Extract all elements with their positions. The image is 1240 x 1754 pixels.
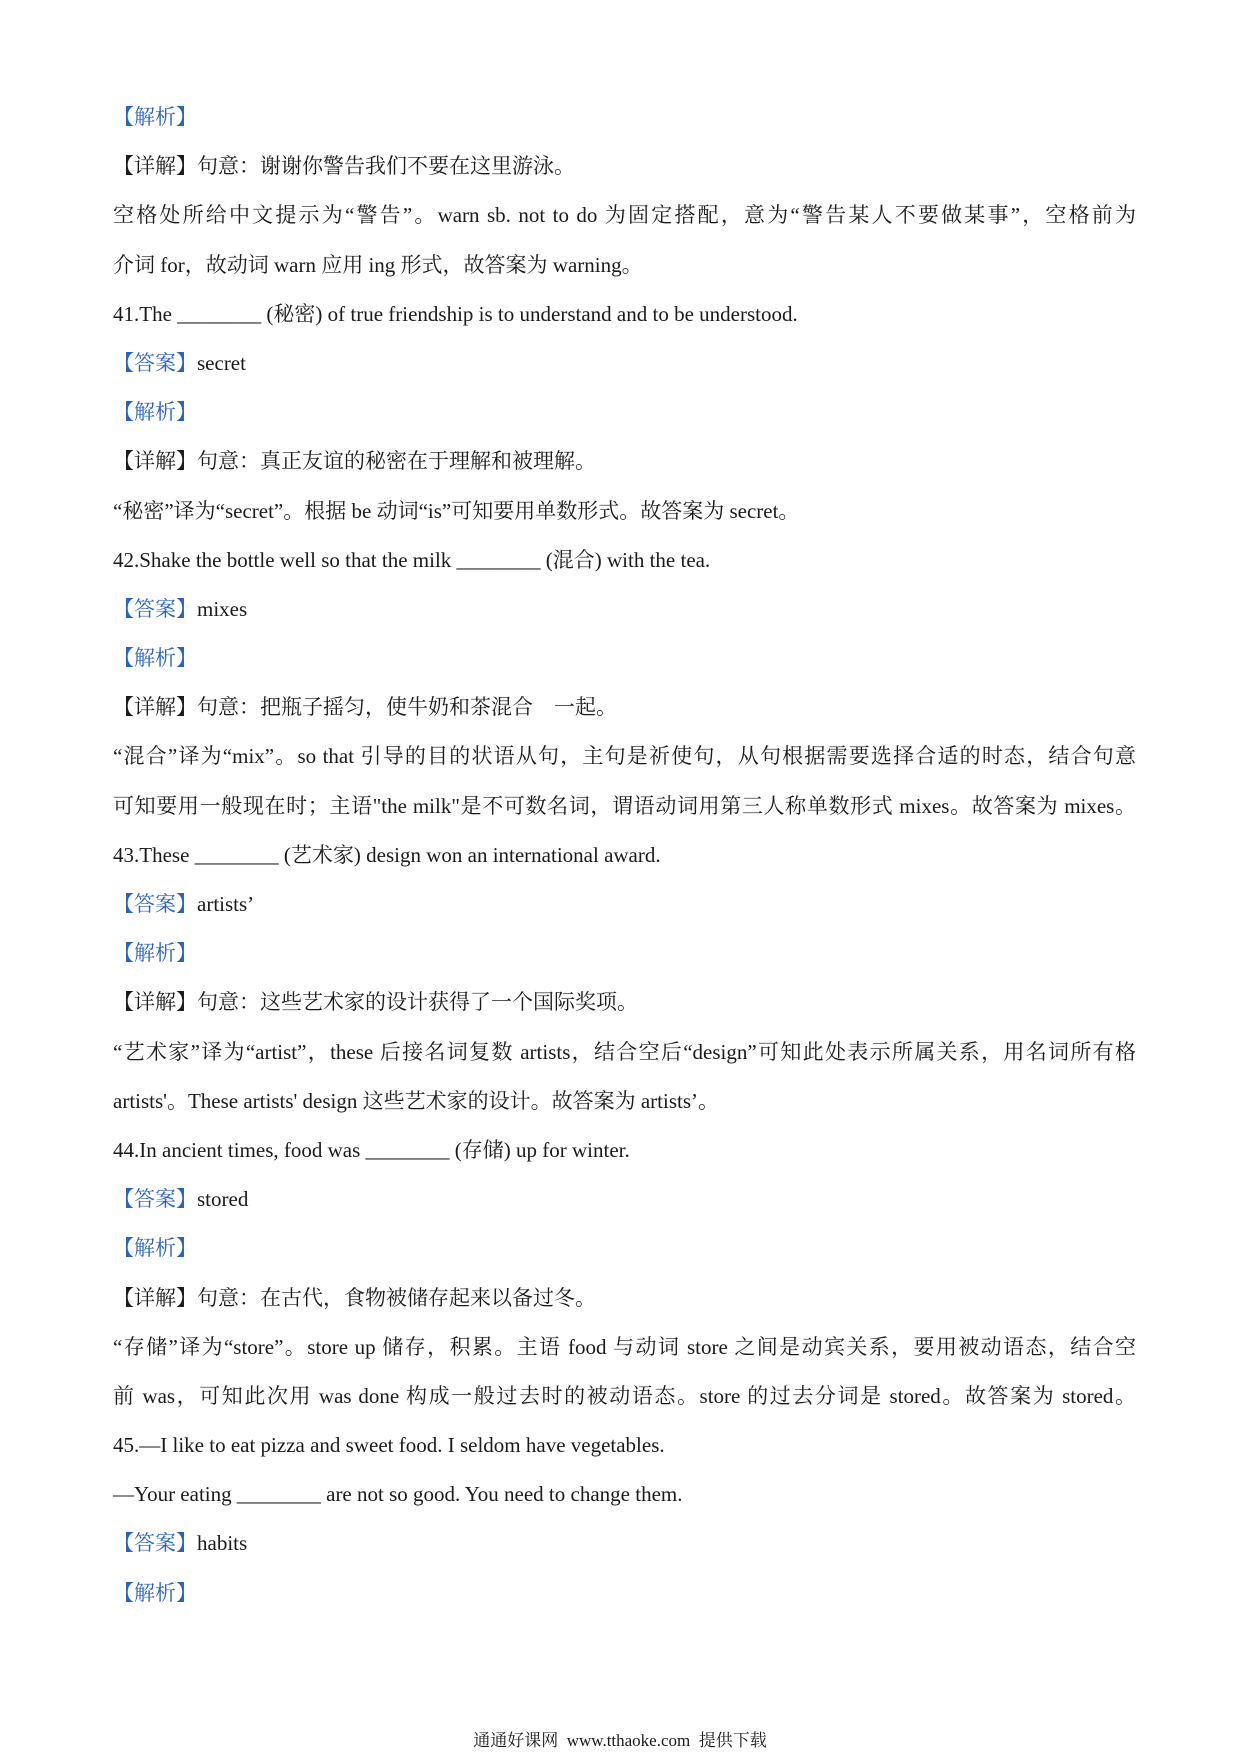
analysis-label: 【解析】 <box>113 1580 197 1605</box>
analysis-heading <box>113 634 1136 683</box>
detail-label: 【详解】 <box>113 449 197 474</box>
question-42: 42.Shake the bottle well so that the milk ________ (混合) with the tea. <box>113 547 711 572</box>
detail-line <box>113 978 1136 1027</box>
explanation-line: “混合”译为“mix”。so that 引导的目的状语从句，主句是祈使句，从句根据需要选择合适的时态，结合句意 <box>113 744 1136 769</box>
detail-line <box>113 683 1136 732</box>
detail-label: 【详解】 <box>113 990 197 1015</box>
detail-text: 句意：这些艺术家的设计获得了一个国际奖项。 <box>197 990 638 1015</box>
explanation-line: 空格处所给中文提示为“警告”。warn sb. not to do 为固定搭配，意为“警告某人不要做某事”，空格前为 <box>113 203 1136 228</box>
answer-text: stored <box>197 1187 249 1212</box>
explanation-line: 前 was，可知此次用 was done 构成一般过去时的被动语态。store 的过去分词是 stored。故答案为 stored。 <box>113 1383 1136 1408</box>
explanation-line: “秘密”译为“secret”。根据 be 动词“is”可知要用单数形式。故答案为 secret。 <box>113 498 800 523</box>
question-44: 44.In ancient times, food was ________ (存储) up for winter. <box>113 1137 630 1162</box>
analysis-label: 【解析】 <box>113 400 197 425</box>
explanation-line: artists'。These artists' design 这些艺术家的设计。故答案为 artists’。 <box>113 1088 720 1113</box>
detail-line <box>113 1274 1136 1323</box>
analysis-label: 【解析】 <box>113 1236 197 1261</box>
document-body <box>113 93 1136 1618</box>
detail-label: 【详解】 <box>113 154 197 179</box>
question-43: 43.These ________ (艺术家) design won an international award. <box>113 842 661 867</box>
answer-text: secret <box>197 350 246 375</box>
detail-text: 句意：把瓶子摇匀，使牛奶和茶混合 一起。 <box>197 695 617 720</box>
analysis-label: 【解析】 <box>113 105 197 129</box>
detail-label: 【详解】 <box>113 1285 197 1310</box>
analysis-heading <box>113 1569 1136 1618</box>
analysis-heading <box>113 929 1136 978</box>
explanation-line: “艺术家”译为“artist”，these 后接名词复数 artists，结合空后“design”可知此处表示所属关系，用名词所有格 <box>113 1039 1136 1064</box>
analysis-heading <box>113 1224 1136 1273</box>
page-footer: 通通好课网 www.tthaoke.com 提供下载 <box>473 1731 767 1750</box>
analysis-heading <box>113 388 1136 437</box>
detail-text: 句意：在古代，食物被储存起来以备过冬。 <box>197 1285 596 1310</box>
explanation-line: “存储”译为“store”。store up 储存，积累。主语 food 与动词 store 之间是动宾关系，要用被动语态，结合空 <box>113 1334 1136 1359</box>
explanation-line: 可知要用一般现在时；主语"the milk"是不可数名词，谓语动词用第三人称单数形式 mixes。故答案为 mixes。 <box>113 793 1136 818</box>
answer-label: 【答案】 <box>113 1531 197 1556</box>
answer-text: artists’ <box>197 892 255 916</box>
answer-text: habits <box>197 1531 248 1556</box>
detail-label: 【详解】 <box>113 695 197 720</box>
answer-label: 【答案】 <box>113 596 197 621</box>
question-45-line-2: —Your eating ________ are not so good. You need to change them. <box>113 1482 683 1507</box>
answer-line <box>113 1519 1136 1568</box>
answer-line <box>113 585 1136 634</box>
analysis-label: 【解析】 <box>113 941 197 966</box>
question-45-line-1: 45.—I like to eat pizza and sweet food. I seldom have vegetables. <box>113 1433 665 1458</box>
detail-text: 句意：真正友谊的秘密在于理解和被理解。 <box>197 449 596 474</box>
answer-line <box>113 1175 1136 1224</box>
answer-line <box>113 339 1136 388</box>
question-41: 41.The ________ (秘密) of true friendship is to understand and to be understood. <box>113 301 798 326</box>
analysis-heading <box>113 93 1136 142</box>
detail-line <box>113 142 1136 191</box>
detail-line <box>113 437 1136 486</box>
explanation-line: 介词 for，故动词 warn 应用 ing 形式，故答案为 warning。 <box>113 252 643 277</box>
answer-text: mixes <box>197 596 248 621</box>
answer-label: 【答案】 <box>113 350 197 375</box>
analysis-label: 【解析】 <box>113 646 197 671</box>
detail-text: 句意：谢谢你警告我们不要在这里游泳。 <box>197 154 575 179</box>
answer-label: 【答案】 <box>113 1187 197 1212</box>
answer-line <box>113 880 1136 929</box>
answer-label: 【答案】 <box>113 892 197 916</box>
